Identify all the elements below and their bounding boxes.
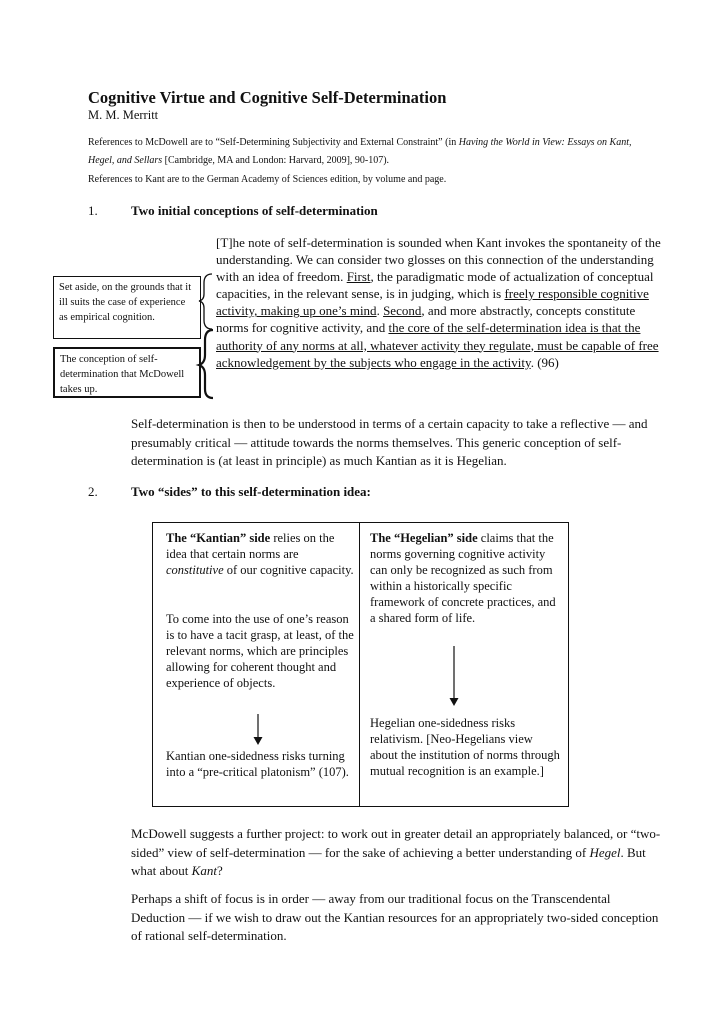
brace-small — [199, 274, 212, 329]
paragraph-shift-of-focus: Perhaps a shift of focus is in order — away from our traditional focus on the Transcendental Deduction — if we wish to draw out the Kantian resources for an appropriately two-sided conception of rational self-determination. — [131, 891, 659, 944]
paragraph-generic-conception: Self-determination is then to be understood in terms of a certain capacity to take a reflective — and presumably critical — attitude towards the norms themselves. This generic conception of self-determination is (at least in principle) as much Kantian as it is Hegelian. — [131, 416, 648, 469]
document-title: Cognitive Virtue and Cognitive Self-Determination — [88, 88, 447, 107]
reference-mcdowell: References to McDowell are to “Self-Determining Subjectivity and External Constraint” (in Having the World in View: Essays on Kant, Hegel, and Sellars [Cambridge, MA and London: Harvard, 2009], 90-107). — [88, 137, 632, 166]
hegelian-side-risk: Hegelian one-sidedness risks relativism. [Neo-Hegelians view about the institution of norms through mutual recognition is an example.] — [370, 716, 560, 779]
hegelian-side-intro: The “Hegelian” side claims that the norms governing cognitive activity can only be recognized as such from within a historically specific framework of concrete practices, and a shared form of life. — [370, 531, 556, 626]
quote-second-marker: Second — [383, 303, 422, 319]
brace-large — [199, 330, 213, 398]
kantian-side-label: The “Kantian” side — [166, 531, 271, 545]
quote-first-marker: First — [346, 269, 371, 285]
margin-note-set-aside: Set aside, on the grounds that it ill suits the case of experience as empirical cognition. — [53, 276, 201, 339]
paragraph-further-project: McDowell suggests a further project: to work out in greater detail an appropriately balanced, or “two-sided” view of self-determination — for the sake of achieving a better understanding of Hegel. But what about Kant? — [131, 826, 661, 879]
author-name: M. M. Merritt — [88, 108, 159, 122]
kantian-side-detail: To come into the use of one’s reason is to have a tacit grasp, at least, of the relevant norms, which are principles allowing for coherent thought and experience of objects. — [166, 612, 354, 691]
quote-underline-2: the core of the self-determination idea is that the authority of any norms at all, whatever activity they regulate, must be capable of free acknowledgement by the subjects who engage in the activity — [216, 320, 659, 370]
section-2-number: 2. — [88, 484, 98, 499]
book-title: Having the World in View: Essays on Kant, Hegel, and Sellars — [88, 137, 632, 166]
mcdowell-quote: [T]he note of self-determination is sounded when Kant invokes the spontaneity of the understanding. We can consider two glosses on this connection of the understanding with an idea of freedom. First, the paradigmatic mode of actualization of conceptual capacities, in the relevant sense, is in judging, which is freely responsible cognitive activity, making up one’s mind. Second, and more abstractly, concepts constitute norms for cognitive activity, and the core of the self-determination idea is that the authority of any norms at all, whatever activity they regulate, must be capable of free acknowledgement by the subjects who engage in the activity. (96) — [216, 235, 661, 370]
section-2-heading: Two “sides” to this self-determination idea: — [131, 484, 371, 499]
hegelian-side-label: The “Hegelian” side — [370, 531, 478, 545]
margin-note-conception: The conception of self-determination that McDowell takes up. — [53, 347, 201, 398]
section-1-number: 1. — [88, 203, 98, 218]
reference-kant: References to Kant are to the German Academy of Sciences edition, by volume and page. — [88, 174, 447, 185]
table-column-divider — [359, 522, 360, 807]
section-1-heading: Two initial conceptions of self-determination — [131, 203, 378, 218]
kantian-side-risk: Kantian one-sidedness risks turning into a “pre-critical platonism” (107). — [166, 749, 349, 780]
quote-underline-1: freely responsible cognitive activity, making up one’s mind — [216, 286, 649, 319]
kantian-side-intro: The “Kantian” side relies on the idea that certain norms are constitutive of our cognitive capacity. — [166, 531, 354, 578]
